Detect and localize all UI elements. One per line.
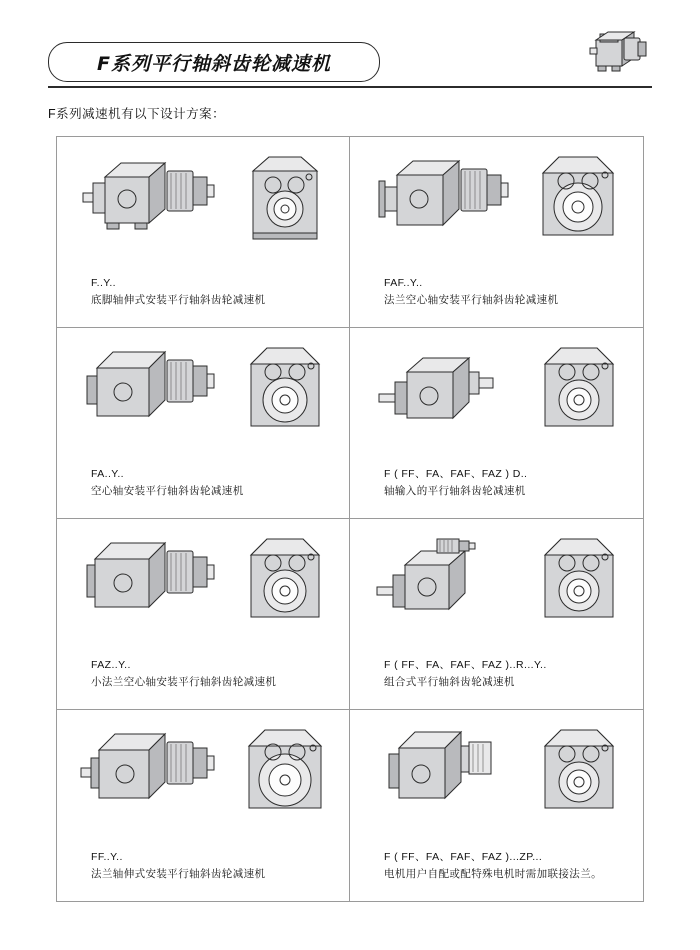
option-code: FAZ..Y..: [91, 659, 131, 671]
flange-hollow-shaft-side-view: [369, 147, 519, 259]
foot-mounted-side-view: [75, 147, 225, 259]
option-desc: 轴输入的平行轴斜齿轮减速机: [384, 485, 526, 497]
figure-group: [57, 143, 349, 263]
caption: [384, 275, 558, 309]
gearbox-icon: [588, 26, 652, 82]
flange-output-shaft-front-view: [239, 720, 331, 832]
page-title: F系列平行轴斜齿轮减速机: [97, 52, 331, 75]
caption: [384, 849, 602, 883]
design-option-cell: [350, 328, 643, 519]
combination-unit-front-view: [533, 529, 625, 641]
small-flange-hollow-shaft-front-view: [239, 529, 331, 641]
motor-adapter-front-view: [533, 720, 625, 832]
flange-output-shaft-side-view: [75, 720, 225, 832]
figure-group: [350, 143, 643, 263]
option-code: FF..Y..: [91, 851, 123, 863]
design-option-cell: [350, 710, 643, 901]
option-desc: 底脚轴伸式安装平行轴斜齿轮减速机: [91, 294, 266, 306]
small-flange-hollow-shaft-side-view: [75, 529, 225, 641]
option-code: F ( FF、FA、FAF、FAZ )...ZP...: [384, 851, 543, 863]
title-plate: [48, 42, 380, 82]
design-option-cell: [57, 710, 350, 901]
figure-group: [350, 525, 643, 645]
figure-group: [57, 334, 349, 454]
shaft-input-side-view: [369, 338, 519, 450]
figure-group: [57, 525, 349, 645]
option-code: FA..Y..: [91, 468, 124, 480]
option-desc: 法兰轴伸式安装平行轴斜齿轮减速机: [91, 868, 266, 880]
option-code: F ( FF、FA、FAF、FAZ )..R...Y..: [384, 659, 547, 671]
hollow-shaft-side-view: [75, 338, 225, 450]
foot-mounted-front-view: [239, 147, 331, 259]
option-desc: 法兰空心轴安装平行轴斜齿轮减速机: [384, 294, 559, 306]
hollow-shaft-front-view: [239, 338, 331, 450]
option-desc: 组合式平行轴斜齿轮减速机: [384, 676, 515, 688]
design-option-cell: [57, 137, 350, 328]
option-desc: 电机用户自配或配特殊电机时需加联接法兰。: [384, 868, 602, 880]
caption: [384, 657, 547, 691]
caption: [91, 849, 265, 883]
option-desc: 空心轴安装平行轴斜齿轮减速机: [91, 485, 244, 497]
option-desc: 小法兰空心轴安装平行轴斜齿轮减速机: [91, 676, 277, 688]
caption: [91, 275, 265, 309]
caption: [91, 657, 276, 691]
shaft-input-front-view: [533, 338, 625, 450]
design-options-grid: [56, 136, 644, 902]
page-header: [48, 36, 652, 88]
figure-group: [57, 716, 349, 836]
option-code: F..Y..: [91, 277, 116, 289]
motor-adapter-side-view: [369, 720, 519, 832]
caption: [91, 466, 244, 500]
design-option-cell: [57, 519, 350, 710]
design-option-cell: [57, 328, 350, 519]
combination-unit-side-view: [369, 529, 519, 641]
design-option-cell: [350, 137, 643, 328]
figure-group: [350, 334, 643, 454]
figure-group: [350, 716, 643, 836]
option-code: FAF..Y..: [384, 277, 423, 289]
flange-hollow-shaft-front-view: [533, 147, 625, 259]
design-option-cell: [350, 519, 643, 710]
option-code: F ( FF、FA、FAF、FAZ ) D..: [384, 468, 528, 480]
header-divider: [48, 86, 652, 88]
caption: [384, 466, 527, 500]
intro-text: F系列减速机有以下设计方案：: [48, 107, 226, 121]
